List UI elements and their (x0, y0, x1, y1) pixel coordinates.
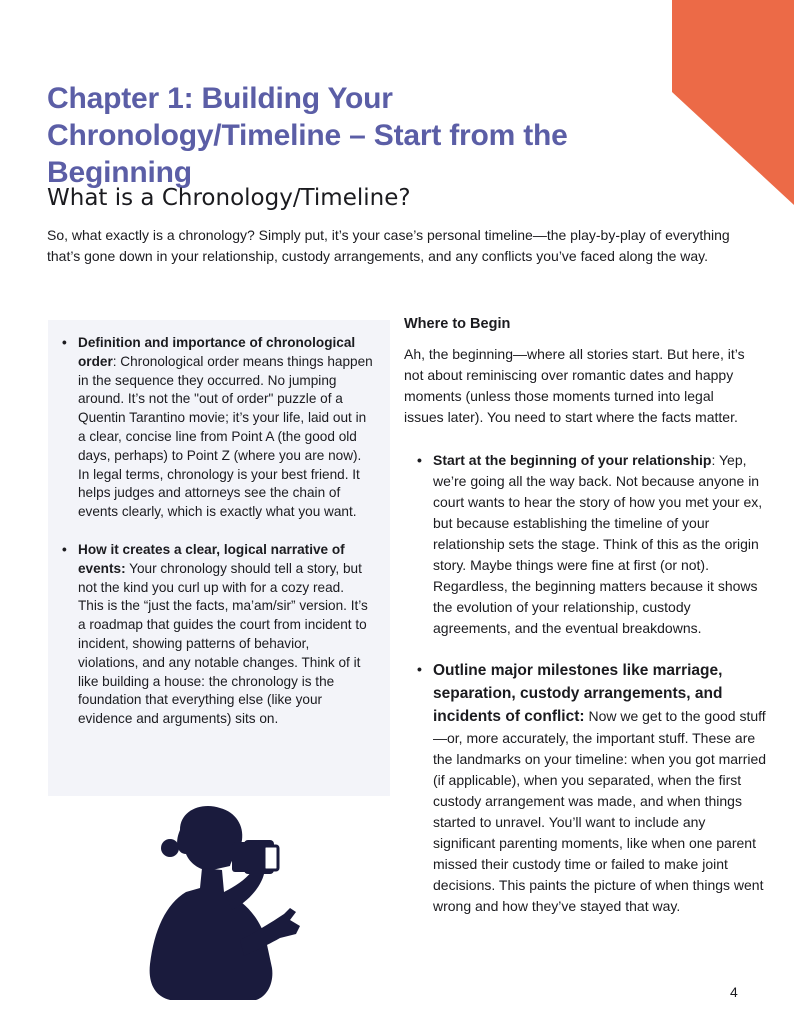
list-item-title: Start at the beginning of your relationship (433, 452, 712, 468)
list-item-title: Outline major milestones like marriage, separation, custody arrangements, and incidents of conflict: (433, 662, 723, 725)
intro-paragraph: So, what exactly is a chronology? Simply put, it’s your case’s personal timeline—the play-by-play of everything that’s gone down in your relationship, custody arrangements, and any conflicts you’ve faced along the way. (47, 227, 730, 264)
list-item-title: How it creates a clear, logical narrative of events: (78, 541, 345, 576)
list-item (78, 541, 373, 729)
list-item-text: Your chronology should tell a story, but not the kind you curl up with for a cozy read. This is the “just the facts, ma’am/sir” version. It’s a roadmap that guides the court from incident to incident, showing patterns of behavior, violations, and any notable changes. Think of it like building a house: the chronology is the foundation that everything else (like your evidence and arguments) sits on. (78, 560, 368, 727)
where-to-begin-heading: Where to Begin (404, 316, 511, 332)
page-number: 4 (730, 984, 738, 1000)
corner-decoration (672, 0, 794, 205)
list-item (433, 450, 768, 639)
list-item-text: : Yep, we’re going all the way back. Not because anyone in court wants to hear the story of how you met your ex, but because establishing the timeline of your relationship sets the stage. Think of this as the origin story. Maybe things were fine at first (or not). Regardless, the beginning matters because it shows the evolution of your relationship, custody agreements, and the eventual breakdowns. (433, 452, 763, 636)
list-item-text: Now we get to the good stuff—or, more accurately, the important stuff. These are the landmarks on your timeline: when you got married (if applicable), when you separated, when the first custody arrangement was made, and when things started to unravel. You’ll want to include any significant parenting moments, like when one parent missed their custody time or failed to make joint decisions. This paints the picture of when things went wrong and how they’ve stayed that way. (433, 708, 767, 914)
person-with-binoculars-icon (140, 800, 305, 1005)
where-list (433, 450, 768, 937)
list-item (78, 334, 373, 522)
list-item-title: Definition and importance of chronological order (78, 335, 356, 369)
section-heading: What is a Chronology/Timeline? (47, 185, 411, 211)
list-item (433, 659, 768, 917)
list-item-text: : Chronological order means things happen in the sequence they occurred. No jumping around. It’s not the "out of order" puzzle of a Quentin Tarantino movie; it’s your life, laid out in a clear, concise line from Point A (the good old days, perhaps) to Point Z (where you are now). In legal terms, chronology is your best friend. It helps judges and attorneys see the chain of events clearly, which is exactly what you want. (78, 353, 373, 520)
where-to-begin-paragraph: Ah, the beginning—where all stories start. But here, it’s not about reminiscing over romantic dates and happy moments (unless those moments turned into legal issues later). You need to start where the facts matter. (404, 346, 745, 425)
chapter-title: Chapter 1: Building Your Chronology/Timeline – Start from the Beginning (47, 82, 568, 189)
definition-box (48, 320, 390, 796)
definition-list (78, 334, 373, 748)
